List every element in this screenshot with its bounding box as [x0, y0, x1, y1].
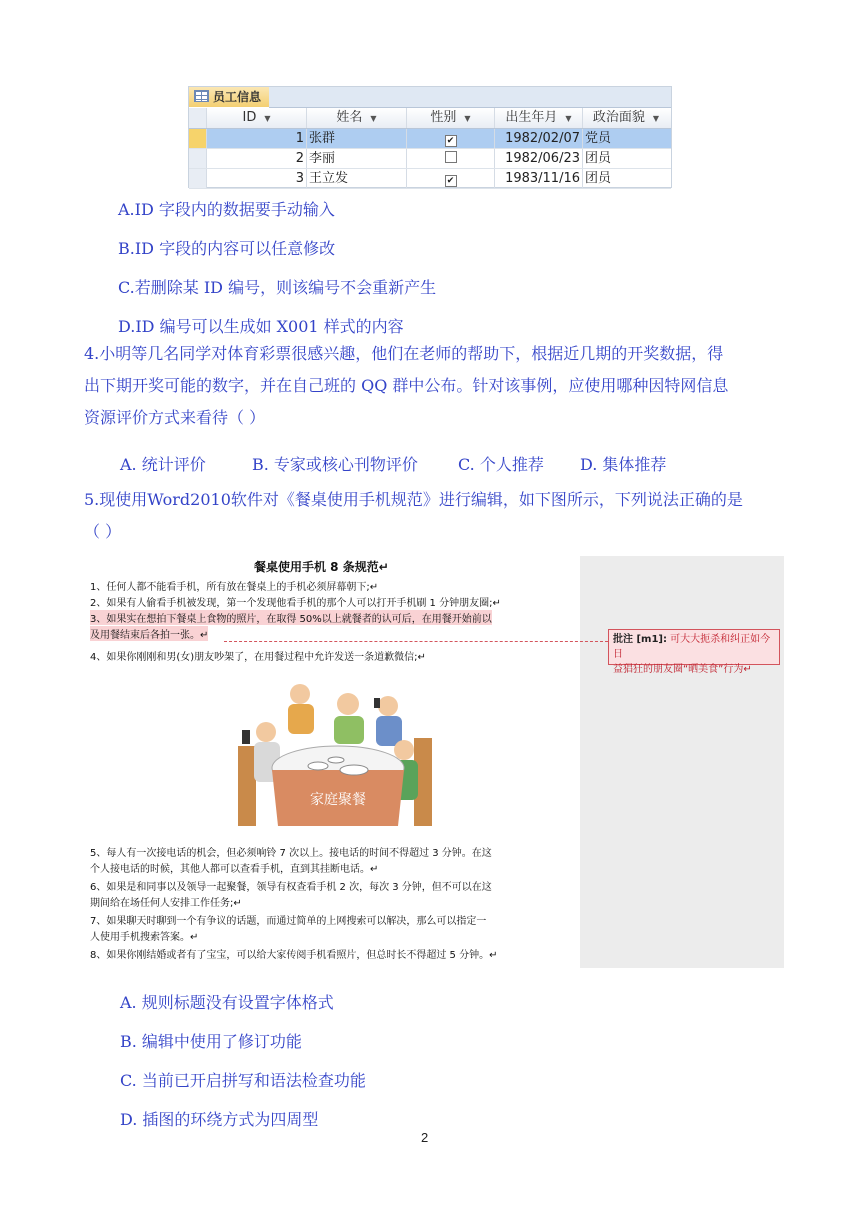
- q5-option-b: B. 编辑中使用了修订功能: [120, 1032, 302, 1051]
- q3-option-d: D.ID 编号可以生成如 X001 样式的内容: [118, 317, 404, 336]
- markup-pane: [580, 556, 784, 968]
- question-4: 4.小明等几名同学对体育彩票很感兴趣，他们在老师的帮助下，根据近几期的开奖数据，得 出下期开奖可能的数字，并在自己班的 QQ 群中公布。针对该事例，应使用哪种因特网信息 资源评价方式来看待（ ）: [84, 344, 729, 427]
- sex-checkbox[interactable]: ✔: [445, 175, 457, 187]
- page-number: 2: [421, 1130, 429, 1145]
- header-name[interactable]: 姓名 ▼: [307, 108, 407, 128]
- q3-option-b: B.ID 字段的内容可以任意修改: [118, 239, 336, 258]
- chevron-down-icon[interactable]: ▼: [370, 114, 377, 123]
- sex-checkbox[interactable]: [445, 151, 457, 163]
- q5-option-d: D. 插图的环绕方式为四周型: [120, 1110, 319, 1129]
- record-selector[interactable]: [189, 129, 207, 148]
- family-dinner-illustration: [228, 676, 442, 834]
- table-icon: [194, 90, 209, 102]
- record-selector[interactable]: [189, 149, 207, 168]
- q4-option-d: D. 集体推荐: [580, 455, 667, 474]
- q3-option-c: C.若删除某 ID 编号，则该编号不会重新产生: [118, 278, 437, 297]
- table-row[interactable]: 2 李丽 1982/06/23 团员: [189, 149, 671, 169]
- chevron-down-icon[interactable]: ▼: [264, 114, 271, 123]
- chevron-down-icon[interactable]: ▼: [652, 114, 660, 123]
- q5-option-a: A. 规则标题没有设置字体格式: [120, 993, 334, 1012]
- chevron-down-icon[interactable]: ▼: [464, 114, 471, 123]
- q4-option-b: B. 专家或核心刊物评价: [252, 455, 418, 474]
- table-tab[interactable]: 员工信息: [189, 87, 270, 107]
- q4-option-a: A. 统计评价: [120, 455, 206, 474]
- q3-option-a: A.ID 字段内的数据要手动输入: [118, 200, 335, 219]
- table-row[interactable]: 3 王立发 ✔ 1983/11/16 团员: [189, 169, 671, 189]
- q5-option-c: C. 当前已开启拼写和语法检查功能: [120, 1071, 366, 1090]
- header-id[interactable]: ID ▼: [207, 108, 307, 128]
- q4-option-c: C. 个人推荐: [458, 455, 544, 474]
- word-document: 餐桌使用手机 8 条规范↵ 1、任何人都不能看手机，所有放在餐桌上的手机必须屏幕朝下;↵ 2、如果有人偷看手机被发现，第一个发现他看手机的那个人可以打开手机刷 1 分钟朋友圈;↵ 3、如果实在想拍下餐桌上食物的照片，在取得 50%以上就餐者的认可后，在用餐开始前以 及用餐结束后各拍一张。↵ 4、如果你刚刚和男(女)朋友吵架了，在用餐过程中允许发送一条道歉微信;↵ 批注 [m1]: 可大大扼杀和纠正如今日 益猖狂的朋友圈“晒美食”行为↵ 家庭聚餐 5、每人有一次接电话的机会，但必须响铃 7 次以上。接电话的时间不得超过 3 分钟。在这 个人接电话的时候，其他人都可以查看手机，直到其挂断电话。↵ 6、如果是和同事以及领导一起聚餐，领导有权查看手机 2 次，每次 3 分钟，但不可以在这 期间给在场任何人安排工作任务;↵ 7、如果聊天时聊到一个有争议的话题，而通过简单的上网搜索可以解决，那么可以指定一 人使用手机搜索答案。↵ 8、如果你刚结婚或者有了宝宝，可以给大家传阅手机看照片，但总时长不得超过 5 分钟。↵: [84, 556, 784, 968]
- header-birth[interactable]: 出生年月 ▼: [495, 108, 583, 128]
- access-datasheet: [188, 86, 672, 188]
- header-sex[interactable]: 性别 ▼: [407, 108, 495, 128]
- column-headers: [189, 108, 671, 129]
- illus-caption: 家庭聚餐: [310, 792, 366, 808]
- table-row[interactable]: 1 张群 ✔ 1982/02/07 党员: [189, 129, 671, 149]
- comment-balloon[interactable]: 批注 [m1]: 可大大扼杀和纠正如今日 益猖狂的朋友圈“晒美食”行为↵: [608, 629, 780, 665]
- record-selector[interactable]: [189, 169, 207, 188]
- doc-title: 餐桌使用手机 8 条规范↵: [254, 560, 389, 574]
- chevron-down-icon[interactable]: ▼: [565, 114, 572, 123]
- sex-checkbox[interactable]: ✔: [445, 135, 457, 147]
- select-all-cell[interactable]: [189, 108, 207, 128]
- header-politics[interactable]: 政治面貌 ▼: [592, 110, 660, 125]
- question-5: 5.现使用Word2010软件对《餐桌使用手机规范》进行编辑，如下图所示，下列说法正确的是 （ ）: [84, 490, 743, 541]
